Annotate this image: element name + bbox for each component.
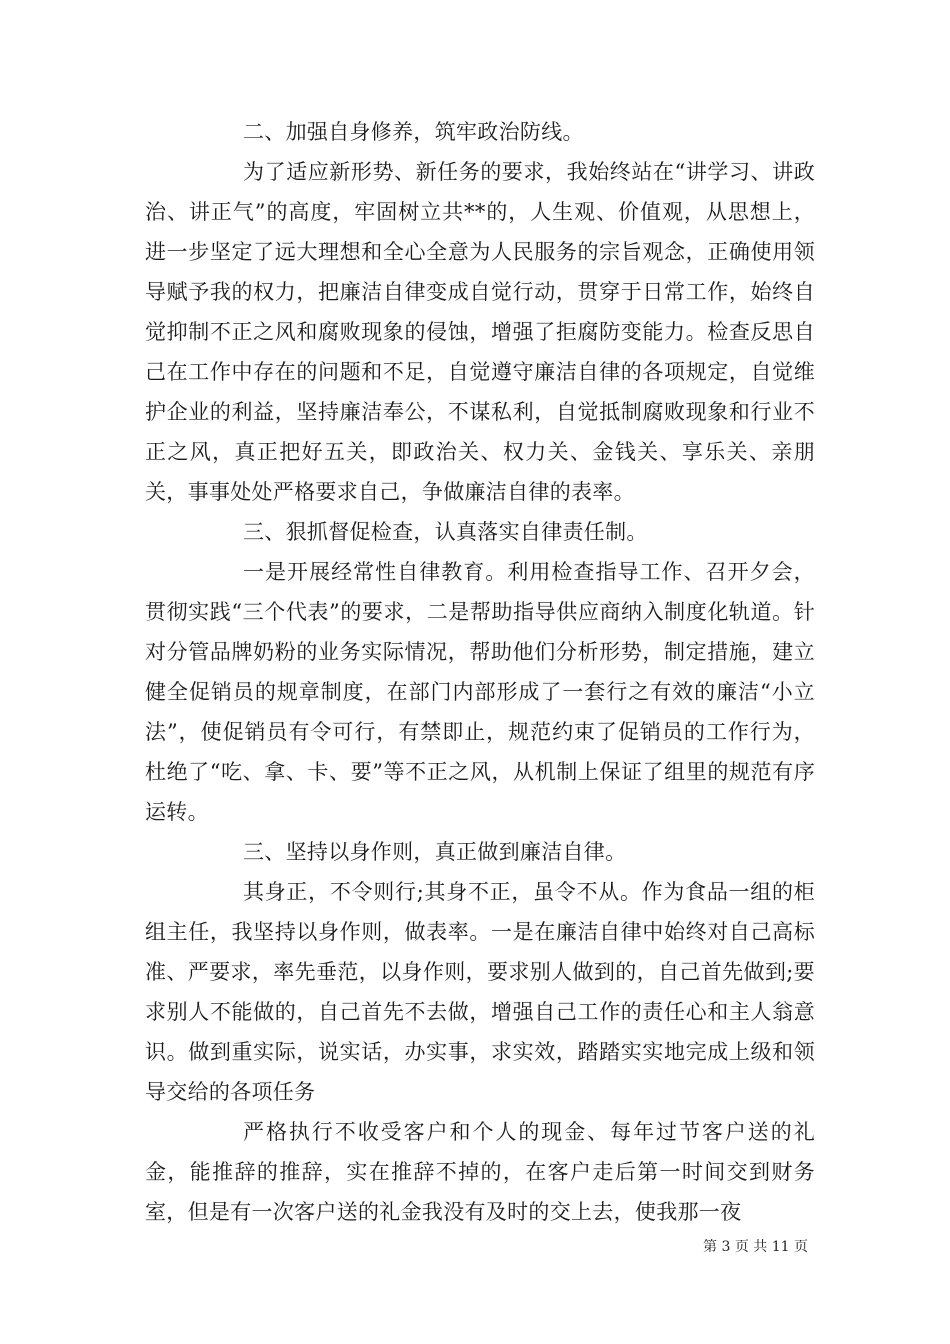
document-body [145,112,815,1232]
page-number: 第 3 页 共 11 页 [703,1239,808,1255]
section-heading-3a: 三、狠抓督促检查，认真落实自律责任制。 [243,520,648,544]
paragraph-lead-by-example: 其身正，不令则行;其身不正，虽令不从。作为食品一组的柜组主任，我坚持以身作则，做表率。一是在廉洁自律中始终对自己高标准、严要求，率先垂范，以身作则，要求别人做到的，自己首先做到;要求别人不能做的，自己首先不去做，增强自己工作的责任心和主人翁意识。做到重实际，说实话，办实事，求实效，踏踏实实地完成上级和领导交给的各项任务 [145,880,815,1104]
paragraph-political-defense: 为了适应新形势、新任务的要求，我始终站在“讲学习、讲政治、讲正气”的高度，牢固树立共**的，人生观、价值观，从思想上，进一步坚定了远大理想和全心全意为人民服务的宗旨观念，正确使用领导赋予我的权力，把廉洁自律变成自觉行动，贯穿于日常工作，始终自觉抑制不正之风和腐败现象的侵蚀，增强了拒腐防变能力。检查反思自己在工作中存在的问题和不足，自觉遵守廉洁自律的各项规定，自觉维护企业的利益，坚持廉洁奉公，不谋私利，自觉抵制腐败现象和行业不正之风，真正把好五关，即政治关、权力关、金钱关、享乐关、亲朋关，事事处处严格要求自己，争做廉洁自律的表率。 [145,160,815,504]
paragraph-gift-money: 严格执行不收受客户和个人的现金、每年过节客户送的礼金，能推辞的推辞，实在推辞不掉的，在客户走后第一时间交到财务室，但是有一次客户送的礼金我没有及时的交上去，使我那一夜 [145,1120,815,1224]
section-heading-2: 二、加强自身修养，筑牢政治防线。 [243,120,584,144]
section-heading-3b: 三、坚持以身作则，真正做到廉洁自律。 [243,840,627,864]
paragraph-self-discipline-education: 一是开展经常性自律教育。利用检查指导工作、召开夕会，贯彻实践“三个代表”的要求，二是帮助指导供应商纳入制度化轨道。针对分管品牌奶粉的业务实际情况，帮助他们分析形势，制定措施，建立健全促销员的规章制度，在部门内部形成了一套行之有效的廉洁“小立法”，使促销员有令可行，有禁即止，规范约束了促销员的工作行为，杜绝了“吃、拿、卡、要”等不正之风，从机制上保证了组里的规范有序运转。 [145,560,815,824]
